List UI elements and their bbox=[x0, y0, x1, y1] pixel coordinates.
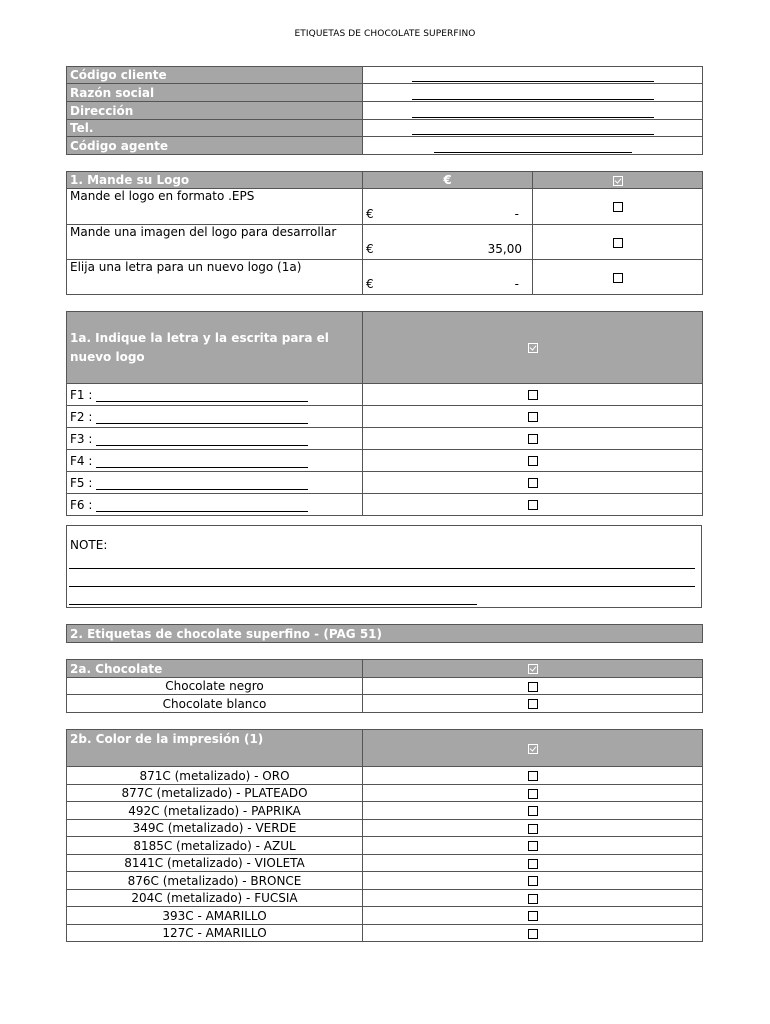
phone-label: Tel. bbox=[67, 120, 363, 137]
color-option-label: 127C - AMARILLO bbox=[67, 925, 363, 942]
note-line[interactable] bbox=[69, 604, 477, 605]
logo-table bbox=[66, 171, 703, 295]
color-option-label: 8141C (metalizado) - VIOLETA bbox=[67, 855, 363, 872]
letters-section-header: 1a. Indique la letra y la escrita para el nuevo logo bbox=[67, 312, 363, 384]
agent-code-label: Código agente bbox=[67, 137, 363, 155]
client-code-label: Código cliente bbox=[67, 67, 363, 84]
logo-section-header: 1. Mande su Logo bbox=[67, 172, 363, 189]
letter-row-checkbox[interactable] bbox=[528, 500, 538, 510]
letter-row-label: F5 : bbox=[70, 475, 93, 490]
letter-row-input[interactable] bbox=[96, 412, 308, 424]
color-option-checkbox[interactable] bbox=[528, 859, 538, 869]
letter-row-input[interactable] bbox=[96, 500, 308, 512]
letter-row-label: F1 : bbox=[70, 387, 93, 402]
client-info-table bbox=[66, 66, 703, 155]
letter-row-checkbox[interactable] bbox=[528, 412, 538, 422]
chocolate-option-checkbox[interactable] bbox=[528, 682, 538, 692]
letter-row-label: F3 : bbox=[70, 431, 93, 446]
logo-option-price: € 35,00 bbox=[366, 242, 522, 256]
letter-row-input[interactable] bbox=[96, 478, 308, 490]
address-label: Dirección bbox=[67, 102, 363, 120]
color-option-checkbox[interactable] bbox=[528, 841, 538, 851]
letter-row-checkbox[interactable] bbox=[528, 478, 538, 488]
note-label: NOTE: bbox=[70, 538, 108, 552]
color-option-label: 492C (metalizado) - PAPRIKA bbox=[67, 802, 363, 820]
letter-row-label: F4 : bbox=[70, 453, 93, 468]
logo-option-checkbox[interactable] bbox=[613, 273, 623, 283]
color-option-checkbox[interactable] bbox=[528, 824, 538, 834]
section2-header: 2. Etiquetas de chocolate superfino - (PAG 51) bbox=[67, 625, 703, 643]
color-option-label: 871C (metalizado) - ORO bbox=[67, 767, 363, 785]
section2-table bbox=[66, 624, 703, 643]
address-input[interactable] bbox=[412, 106, 654, 118]
color-option-checkbox[interactable] bbox=[528, 929, 538, 939]
color-option-label: 393C - AMARILLO bbox=[67, 907, 363, 925]
color-option-label: 877C (metalizado) - PLATEADO bbox=[67, 785, 363, 802]
check-column-icon bbox=[528, 744, 538, 754]
logo-option-price: € - bbox=[366, 277, 519, 291]
chocolate-table bbox=[66, 659, 703, 713]
chocolate-option-checkbox[interactable] bbox=[528, 699, 538, 709]
letter-row-label: F6 : bbox=[70, 497, 93, 512]
logo-option-checkbox[interactable] bbox=[613, 238, 623, 248]
chocolate-option-label: Chocolate blanco bbox=[67, 695, 363, 713]
color-option-label: 8185C (metalizado) - AZUL bbox=[67, 837, 363, 855]
price-column-header: € bbox=[363, 172, 533, 189]
letter-row-input[interactable] bbox=[96, 434, 308, 446]
note-line[interactable] bbox=[69, 586, 695, 587]
color-option-checkbox[interactable] bbox=[528, 876, 538, 886]
colors-table bbox=[66, 729, 703, 942]
logo-option-label: Mande el logo en formato .EPS bbox=[67, 189, 363, 225]
client-code-input[interactable] bbox=[412, 70, 654, 82]
letter-row-checkbox[interactable] bbox=[528, 456, 538, 466]
color-option-label: 349C (metalizado) - VERDE bbox=[67, 820, 363, 837]
letter-row-checkbox[interactable] bbox=[528, 434, 538, 444]
letter-row-checkbox[interactable] bbox=[528, 390, 538, 400]
check-column-icon bbox=[613, 176, 623, 186]
chocolate-option-label: Chocolate negro bbox=[67, 678, 363, 695]
color-option-checkbox[interactable] bbox=[528, 771, 538, 781]
check-column-icon bbox=[528, 343, 538, 353]
note-box bbox=[66, 525, 702, 608]
company-name-input[interactable] bbox=[412, 88, 654, 100]
logo-option-label: Elija una letra para un nuevo logo (1a) bbox=[67, 260, 363, 295]
colors-section-header: 2b. Color de la impresión (1) bbox=[67, 730, 363, 767]
phone-input[interactable] bbox=[412, 123, 654, 135]
logo-option-label: Mande una imagen del logo para desarrollar bbox=[67, 225, 363, 260]
color-option-checkbox[interactable] bbox=[528, 789, 538, 799]
color-option-checkbox[interactable] bbox=[528, 806, 538, 816]
document-title: ETIQUETAS DE CHOCOLATE SUPERFINO bbox=[294, 29, 476, 39]
letter-row-input[interactable] bbox=[96, 456, 308, 468]
letters-table bbox=[66, 311, 703, 516]
logo-option-checkbox[interactable] bbox=[613, 202, 623, 212]
letter-row-input[interactable] bbox=[96, 390, 308, 402]
chocolate-section-header: 2a. Chocolate bbox=[67, 660, 363, 678]
color-option-label: 204C (metalizado) - FUCSIA bbox=[67, 890, 363, 907]
agent-code-input[interactable] bbox=[434, 141, 632, 153]
color-option-checkbox[interactable] bbox=[528, 911, 538, 921]
logo-option-price: € - bbox=[366, 207, 519, 221]
color-option-label: 876C (metalizado) - BRONCE bbox=[67, 872, 363, 890]
note-line[interactable] bbox=[69, 568, 695, 569]
letter-row-label: F2 : bbox=[70, 409, 93, 424]
company-name-label: Razón social bbox=[67, 84, 363, 102]
color-option-checkbox[interactable] bbox=[528, 894, 538, 904]
check-column-icon bbox=[528, 664, 538, 674]
